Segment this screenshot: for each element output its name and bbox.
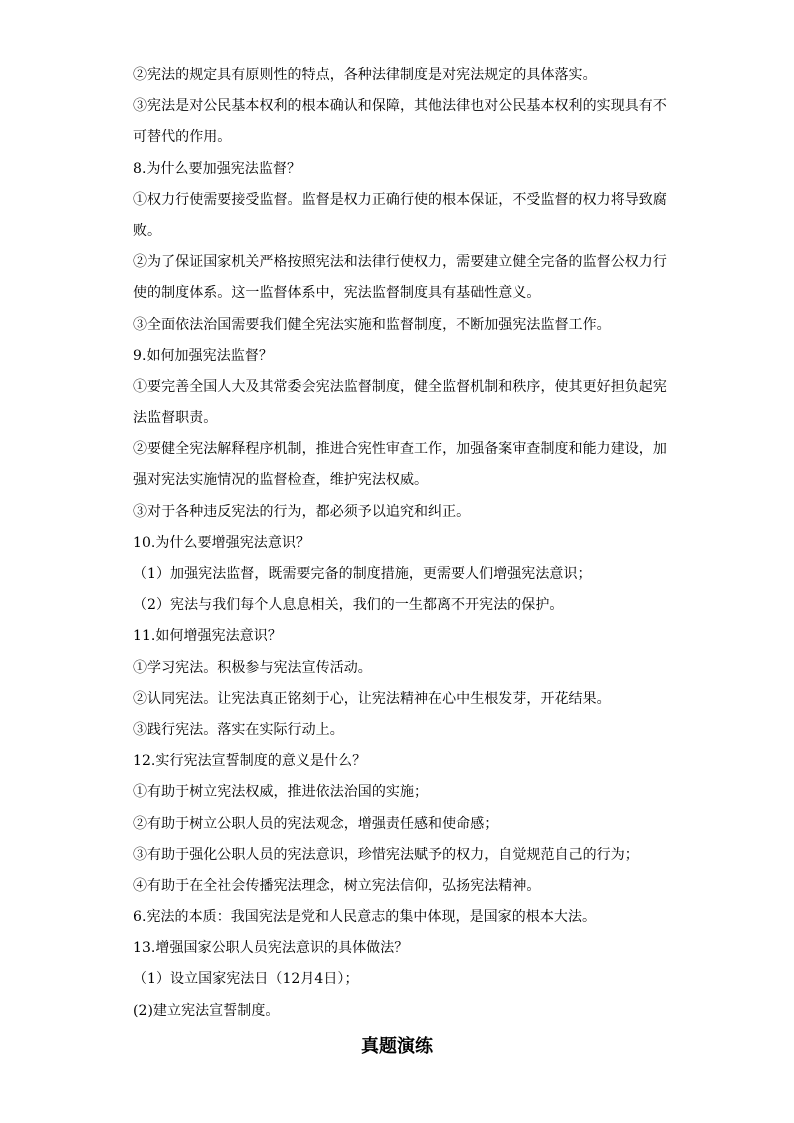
text-line: ④有助于在全社会传播宪法理念，树立宪法信仰，弘扬宪法精神。 [133,877,541,894]
question-heading: 13.增强国家公职人员宪法意识的具体做法？ [133,940,409,957]
question-heading: 10.为什么要增强宪法意识？ [133,534,310,551]
text-line: 6.宪法的本质：我国宪法是党和人民意志的集中体现，是国家的根本大法。 [133,909,597,926]
text-line: （2）宪法与我们每个人息息相关，我们的一生都离不开宪法的保护。 [133,597,564,614]
text-line: 法监督职责。 [133,410,218,427]
text-line: ③全面依法治国需要我们健全宪法实施和监督制度，不断加强宪法监督工作。 [133,316,611,333]
text-line: ③有助于强化公职人员的宪法意识，珍惜宪法赋予的权力，自觉规范自己的行为； [133,846,639,863]
text-line: ③对于各种违反宪法的行为，都必须予以追究和纠正。 [133,503,471,520]
text-line: 败。 [133,222,162,239]
question-heading: 8.为什么要加强宪法监督？ [133,160,302,177]
text-line: ①有助于树立宪法权威，推进依法治国的实施； [133,784,429,801]
text-line: ①权力行使需要接受监督。监督是权力正确行使的根本保证，不受监督的权力将导致腐 [133,191,667,208]
text-line: 使的制度体系。这一监督体系中，宪法监督制度具有基础性意义。 [133,285,541,302]
text-line: ②为了保证国家机关严格按照宪法和法律行使权力，需要建立健全完备的监督公权力行 [133,254,667,271]
question-heading: 11.如何增强宪法意识？ [133,628,282,645]
text-line: 可替代的作用。 [133,129,232,146]
document-body [133,60,665,1027]
text-line: ②要健全宪法解释程序机制，推进合宪性审查工作，加强备案审查制度和能力建设，加 [133,441,667,458]
text-line: ②有助于树立公职人员的宪法观念，增强责任感和使命感； [133,815,499,832]
section-heading: 真题演练 [361,1036,433,1057]
text-line: ①学习宪法。积极参与宪法宣传活动。 [133,659,372,676]
text-line: （1）加强宪法监督，既需要完备的制度措施，更需要人们增强宪法意识； [133,566,592,582]
text-line: （1）设立国家宪法日（12月4日）； [133,971,359,988]
text-line: ③践行宪法。落实在实际行动上。 [133,721,344,738]
text-line: 强对宪法实施情况的监督检查，维护宪法权威。 [133,472,429,489]
text-line: (2)建立宪法宣誓制度。 [133,1002,280,1019]
text-line: ②宪法的规定具有原则性的特点，各种法律制度是对宪法规定的具体落实。 [133,67,597,83]
question-heading: 12.实行宪法宣誓制度的意义是什么？ [133,753,367,770]
text-line: ①要完善全国人大及其常委会宪法监督制度，健全监督机制和秩序，使其更好担负起宪 [133,378,667,395]
question-heading: 9.如何加强宪法监督？ [133,347,273,364]
text-line: ②认同宪法。让宪法真正铭刻于心，让宪法精神在心中生根发芽，开花结果。 [133,690,611,707]
text-line: ③宪法是对公民基本权利的根本确认和保障，其他法律也对公民基本权利的实现具有不 [133,98,667,115]
